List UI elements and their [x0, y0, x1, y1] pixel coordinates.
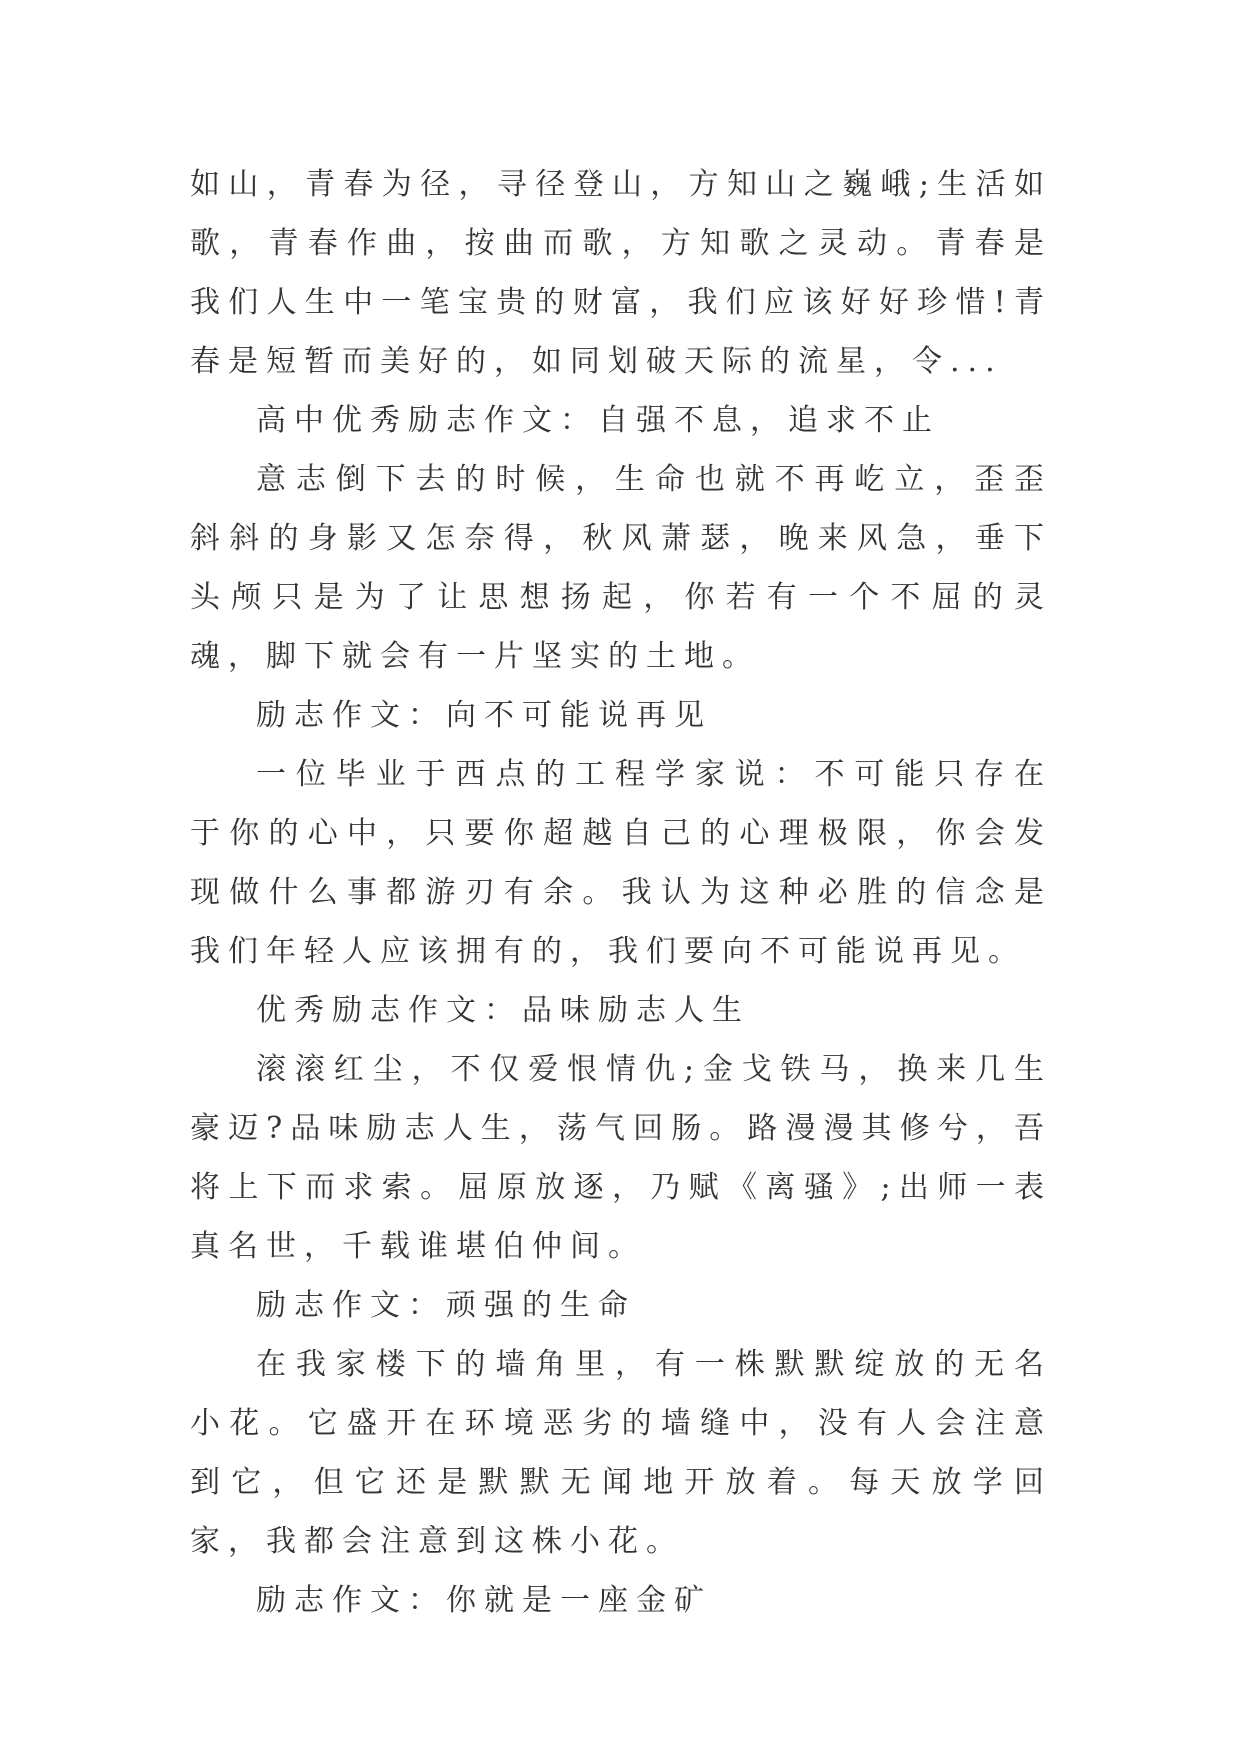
intro-paragraph: 如山，青春为径，寻径登山，方知山之巍峨;生活如歌，青春作曲，按曲而歌，方知歌之灵动。青春是我们人生中一笔宝贵的财富，我们应该好好珍惜!青春是短暂而美好的，如同划破天际的流星，令...	[190, 167, 1052, 379]
essay-title-5: 励志作文：你就是一座金矿	[256, 1583, 712, 1618]
essay-title-2: 励志作文：向不可能说再见	[256, 698, 712, 733]
essay-excerpt-2: 一位毕业于西点的工程学家说：不可能只存在于你的心中，只要你超越自己的心理极限，你会发现做什么事都游刃有余。我认为这种必胜的信念是我们年轻人应该拥有的，我们要向不可能说再见。	[190, 757, 1052, 969]
essay-title-3: 优秀励志作文：品味励志人生	[256, 993, 750, 1028]
essay-title-4: 励志作文：顽强的生命	[256, 1288, 636, 1323]
document-body	[190, 155, 1052, 1630]
essay-title-1: 高中优秀励志作文：自强不息，追求不止	[256, 403, 940, 438]
essay-excerpt-1: 意志倒下去的时候，生命也就不再屹立，歪歪斜斜的身影又怎奈得，秋风萧瑟，晚来风急，垂下头颅只是为了让思想扬起，你若有一个不屈的灵魂，脚下就会有一片坚实的土地。	[190, 462, 1052, 674]
essay-excerpt-3: 滚滚红尘，不仅爱恨情仇;金戈铁马，换来几生豪迈?品味励志人生，荡气回肠。路漫漫其修兮，吾将上下而求索。屈原放逐，乃赋《离骚》;出师一表真名世，千载谁堪伯仲间。	[190, 1052, 1052, 1264]
essay-excerpt-4: 在我家楼下的墙角里，有一株默默绽放的无名小花。它盛开在环境恶劣的墙缝中，没有人会注意到它，但它还是默默无闻地开放着。每天放学回家，我都会注意到这株小花。	[190, 1347, 1052, 1559]
